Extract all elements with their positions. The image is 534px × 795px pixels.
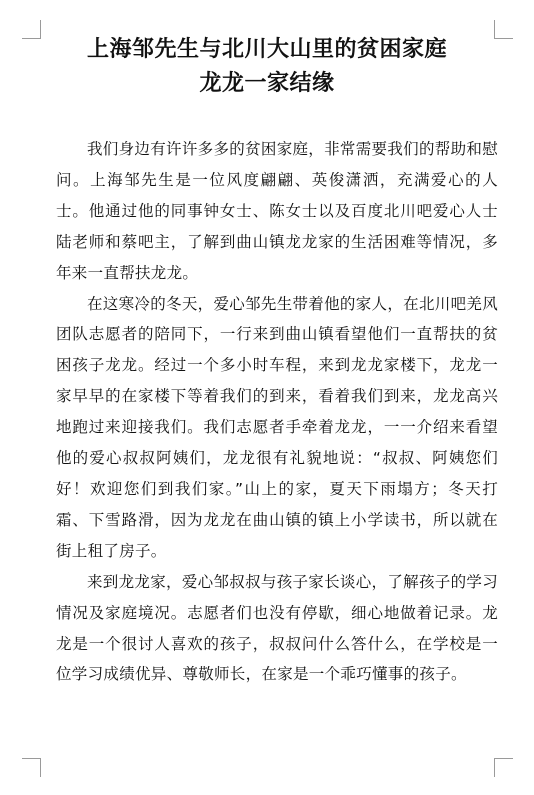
document-body [56, 134, 498, 690]
crop-mark-top-left [22, 20, 41, 39]
document-title-line-2: 龙龙一家结缘 [199, 71, 335, 96]
paragraph-1: 我们身边有许许多多的贫困家庭，非常需要我们的帮助和慰问。上海邹先生是一位风度翩翩、英俊潇洒，充满爱心的人士。他通过他的同事钟女士、陈女士以及百度北川吧爱心人士陆老师和蔡吧主，了解到曲山镇龙龙家的生活困难等情况，多年来一直帮扶龙龙。 [56, 140, 498, 282]
paragraph-2: 在这寒冷的冬天，爱心邹先生带着他的家人，在北川吧羌风团队志愿者的陪同下，一行来到曲山镇看望他们一直帮扶的贫困孩子龙龙。经过一个多小时车程，来到龙龙家楼下，龙龙一家早早的在家楼下等着我们的到来，看着我们到来，龙龙高兴地跑过来迎接我们。我们志愿者手牵着龙龙，一一介绍来看望他的爱心叔叔阿姨们，龙龙很有礼貌地说：“叔叔、阿姨您们好！欢迎您们到我们家。”山上的家，夏天下雨塌方；冬天打霜、下雪路滑，因为龙龙在曲山镇的镇上小学读书，所以就在街上租了房子。 [56, 294, 498, 560]
paragraph-3: 来到龙龙家，爱心邹叔叔与孩子家长谈心，了解孩子的学习情况及家庭境况。志愿者们也没有停歇，细心地做着记录。龙龙是一个很讨人喜欢的孩子，叔叔问什么答什么，在学校是一位学习成绩优异、尊敬师长，在家是一个乖巧懂事的孩子。 [56, 572, 498, 684]
crop-mark-top-right [494, 20, 513, 39]
crop-mark-bottom-right [494, 758, 513, 777]
crop-mark-bottom-left [22, 758, 41, 777]
document-title-line-1: 上海邹先生与北川大山里的贫困家庭 [86, 37, 447, 62]
